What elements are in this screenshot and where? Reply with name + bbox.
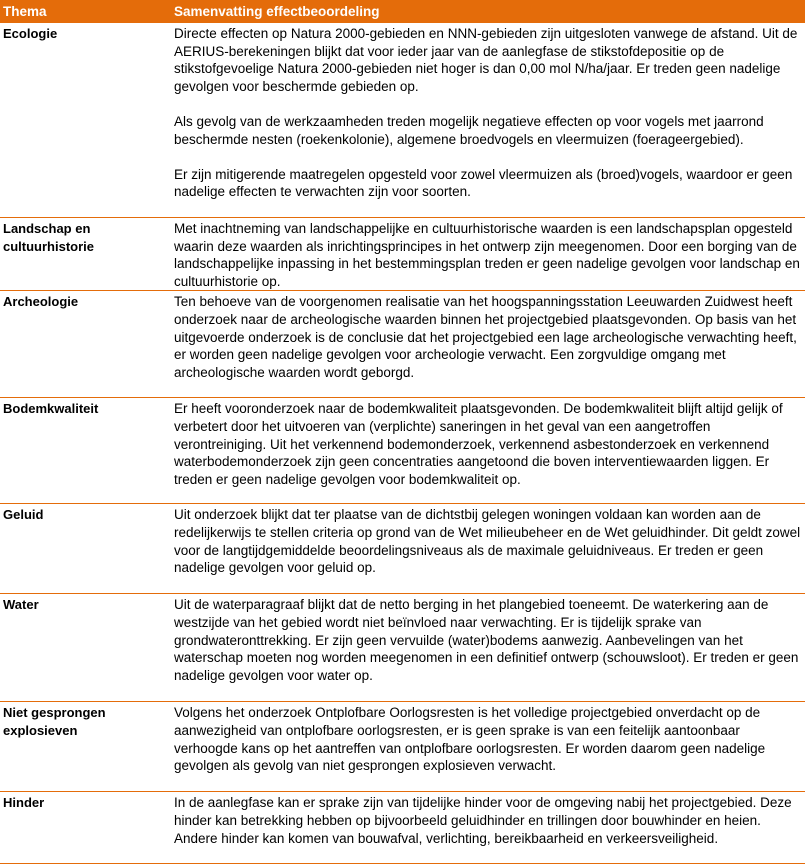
summary-cell bbox=[168, 702, 805, 792]
theme-cell: Bodemkwaliteit bbox=[0, 398, 168, 504]
summary-cell bbox=[168, 23, 805, 218]
table-row-landschap bbox=[0, 218, 805, 291]
theme-cell: Archeologie bbox=[0, 291, 168, 398]
summary-paragraph: Uit de waterparagraaf blijkt dat de netto berging in het plangebied toeneemt. De waterkering aan de westzijde van het gebied wordt niet beïnvloed naar verwachting. Er is tijdelijk sprake van grondwateronttrekking. Er zijn geen vervuilde (water)bodems aanwezig. Aanbevelingen van het waterschap moeten nog worden meegenomen in een definitief ontwerp (schouwsloot). Er treden er geen nadelige gevolgen voor water op. bbox=[174, 597, 799, 683]
summary-cell bbox=[168, 594, 805, 702]
summary-paragraph: Als gevolg van de werkzaamheden treden mogelijk negatieve effecten op voor vogels met jaarrond beschermde nesten (roekenkolonie), algemene broedvogels en vleermuizen (foerageergebied). bbox=[174, 113, 764, 147]
summary-cell bbox=[168, 218, 805, 291]
table-row-hinder bbox=[0, 792, 805, 864]
table-row-archeologie bbox=[0, 291, 805, 398]
theme-cell: Niet gesprongen explosieven bbox=[0, 702, 168, 792]
theme-cell: Landschap en cultuurhistorie bbox=[0, 218, 168, 291]
summary-paragraph: Directe effecten op Natura 2000-gebieden en NNN-gebieden zijn uitgesloten vanwege de afstand. Uit de AERIUS-berekeningen blijkt dat voor ieder jaar van de aanlegfase de stikstofdepositie op de stikstofgevoelige Natura 2000-gebieden niet hoger is dan 0,00 mol N/ha/jaar. Er treden geen nadelige gevolgen voor beschermde gebieden op. bbox=[174, 26, 798, 94]
table-header-row bbox=[0, 0, 805, 23]
table-row-bodemkwaliteit bbox=[0, 398, 805, 504]
summary-paragraph: In de aanlegfase kan er sprake zijn van tijdelijke hinder voor de omgeving nabij het projectgebied. Deze hinder kan betrekking hebben op bijvoorbeeld geluidhinder en trillingen door bouwhinder en heien. Andere hinder kan komen van bouwafval, verlichting, bereikbaarheid en verkeersveiligheid. bbox=[174, 795, 792, 846]
summary-paragraph: Volgens het onderzoek Ontplofbare Oorlogsresten is het volledige projectgebied onverdacht op de aanwezigheid van ontplofbare oorlogsresten, er is geen sprake is van een feitelijk aantoonbaar verhoogde kans op het aantreffen van ontplofbare oorlogsresten. Er worden daarom geen nadelige gevolgen als gevolg van niet gesprongen explosieven verwacht. bbox=[174, 705, 766, 774]
summary-paragraph: Er heeft vooronderzoek naar de bodemkwaliteit plaatsgevonden. De bodemkwaliteit blijft altijd gelijk of verbetert door het uitvoeren van (verplichte) saneringen in het geval van een aangetroffen verontreiniging. Uit het verkennend bodemonderzoek, verkennend asbestonderzoek en verkennend waterbodemonderzoek zijn geen concentraties aangetoond die boven interventiewaarden liggen. Er treden er geen nadelige gevolgen voor bodemkwaliteit op. bbox=[174, 401, 783, 487]
header-summary: Samenvatting effectbeoordeling bbox=[168, 0, 805, 23]
summary-cell bbox=[168, 792, 805, 864]
summary-paragraph: Met inachtneming van landschappelijke en cultuurhistorische waarden is een landschapsplan opgesteld waarin deze waarden als inrichtingsprincipes in het ontwerp zijn meegenomen. Door een borging van de landschappelijke inpassing in het bestemmingsplan treden er geen nadelige gevolgen voor landschap en cultuurhistorie op. bbox=[174, 221, 800, 289]
table-row-explosieven bbox=[0, 702, 805, 792]
summary-cell bbox=[168, 398, 805, 504]
summary-cell bbox=[168, 291, 805, 398]
table-row-geluid bbox=[0, 504, 805, 594]
summary-paragraph: Uit onderzoek blijkt dat ter plaatse van de dichtstbij gelegen woningen voldaan kan worden aan de redelijkerwijs te stellen criteria op grond van de Wet milieubeheer en de Wet geluidhinder. Dit geldt zowel voor de langtijdgemiddelde beoordelingsniveaus als de maximale geluidniveaus. Er treden er geen nadelige gevolgen voor geluid op. bbox=[174, 507, 801, 576]
header-theme: Thema bbox=[0, 0, 168, 23]
summary-paragraph: Er zijn mitigerende maatregelen opgesteld voor zowel vleermuizen als (broed)vogels, waardoor er geen nadelige effecten te verwachten zijn voor soorten. bbox=[174, 166, 793, 200]
summary-paragraph: Ten behoeve van de voorgenomen realisatie van het hoogspanningsstation Leeuwarden Zuidwest heeft onderzoek naar de archeologische waarden binnen het projectgebied plaatsgevonden. Op basis van het uitgevoerde onderzoek is de conclusie dat het projectgebied een lage archeologische verwachting heeft, er worden geen nadelige gevolgen voor archeologie verwacht. Een zorgvuldige omgang met archeologische waarden wordt geborgd. bbox=[174, 294, 797, 380]
table-row-ecologie bbox=[0, 23, 805, 218]
summary-cell bbox=[168, 504, 805, 594]
theme-cell: Ecologie bbox=[0, 23, 168, 218]
theme-cell: Hinder bbox=[0, 792, 168, 864]
theme-cell: Water bbox=[0, 594, 168, 702]
theme-cell: Geluid bbox=[0, 504, 168, 594]
table-row-water bbox=[0, 594, 805, 702]
